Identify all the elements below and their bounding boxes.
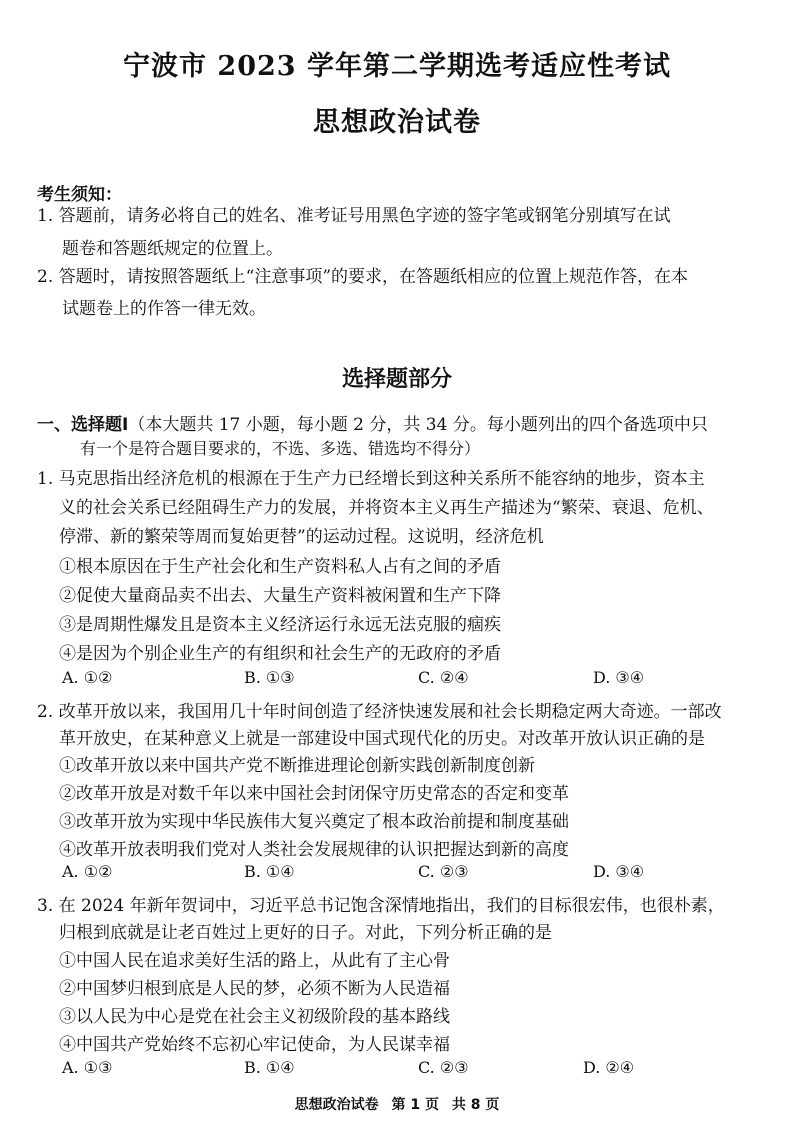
question-1-option-d: D. ③④ [593, 668, 645, 687]
section-title: 选择题部分 [341, 367, 452, 392]
page-footer [0, 1094, 794, 1114]
question-1-option-b: B. ①③ [244, 668, 295, 687]
exam-title: 宁波市 2023 学年第二学期选考适应性考试 [123, 51, 671, 82]
notice-heading: 考生须知： [37, 185, 122, 205]
notice-item-2-line2: 试题卷上的作答一律无效。 [62, 299, 266, 319]
notice-item-1-line2: 题卷和答题纸规定的位置上。 [62, 239, 283, 259]
question-2-stem-line1: 2. 改革开放以来，我国用几十年时间创造了经济快速发展和社会长期稳定两大奇迹。一部改 [37, 702, 722, 722]
question-1-option-c: C. ②④ [418, 668, 469, 687]
question-1-item-4: ④是因为个别企业生产的有组织和社会生产的无政府的矛盾 [59, 644, 501, 664]
question-3-item-1: ①中国人民在追求美好生活的路上，从此有了主心骨 [59, 951, 450, 971]
question-2-option-b: B. ①④ [244, 862, 295, 881]
part-description-line2: 有一个是符合题目要求的，不选、多选、错选均不得分） [80, 439, 481, 458]
footer-total-pages: 共 8 页 [451, 1097, 500, 1113]
question-1-stem-line2: 义的社会关系已经阻碍生产力的发展，并将资本主义再生产描述为“繁荣、衰退、危机、 [59, 498, 714, 518]
question-1-item-3: ③是周期性爆发且是资本主义经济运行永远无法克服的痼疾 [59, 615, 501, 635]
part-label: 一、选择题Ⅰ [37, 415, 129, 435]
question-1-stem-line3: 停滞、新的繁荣等周而复始更替”的运动过程。这说明，经济危机 [59, 527, 544, 547]
question-2-option-c: C. ②③ [418, 862, 469, 881]
question-3-item-3: ③以人民为中心是党在社会主义初级阶段的基本路线 [59, 1007, 450, 1027]
question-3-option-d: D. ②④ [583, 1058, 635, 1077]
question-1-stem-line1: 1. 马克思指出经济危机的根源在于生产力已经增长到这种关系所不能容纳的地步，资本主 [37, 469, 705, 489]
notice-item-1-line1: 1. 答题前，请务必将自己的姓名、准考证号用黑色字迹的签字笔或钢笔分别填写在试 [37, 206, 671, 226]
notice-item-2-line1: 2. 答题时，请按照答题纸上“注意事项”的要求，在答题纸相应的位置上规范作答，在本 [37, 267, 689, 287]
question-2-stem-line2: 革开放史，在某种意义上就是一部建设中国式现代化的历史。对改革开放认识正确的是 [59, 729, 705, 749]
part-heading [37, 410, 708, 435]
question-1-option-a: A. ①② [62, 668, 113, 687]
question-2-option-a: A. ①② [62, 862, 113, 881]
question-3-item-4: ④中国共产党始终不忘初心牢记使命，为人民谋幸福 [59, 1035, 450, 1055]
question-2-item-1: ①改革开放以来中国共产党不断推进理论创新实践创新制度创新 [59, 756, 535, 776]
question-2-option-d: D. ③④ [593, 862, 645, 881]
question-1-item-2: ②促使大量商品卖不出去、大量生产资料被闲置和生产下降 [59, 586, 501, 606]
question-2-item-3: ③改革开放为实现中华民族伟大复兴奠定了根本政治前提和制度基础 [59, 812, 569, 832]
question-3-option-b: B. ①④ [244, 1058, 295, 1077]
question-1-item-1: ①根本原因在于生产社会化和生产资料私人占有之间的矛盾 [59, 557, 501, 577]
question-2-item-4: ④改革开放表明我们党对人类社会发展规律的认识把握达到新的高度 [59, 840, 569, 860]
question-3-option-c: C. ②③ [418, 1058, 469, 1077]
footer-subject: 思想政治试卷 [294, 1097, 379, 1113]
question-3-stem-line2: 归根到底就是让老百姓过上更好的日子。对此，下列分析正确的是 [59, 923, 552, 943]
question-3-item-2: ②中国梦归根到底是人民的梦，必须不断为人民造福 [59, 979, 450, 999]
part-description-line1: （本大题共 17 小题，每小题 2 分，共 34 分。每小题列出的四个备选项中只 [128, 415, 708, 435]
exam-subtitle: 思想政治试卷 [313, 107, 481, 138]
question-3-stem-line1: 3. 在 2024 年新年贺词中，习近平总书记饱含深情地指出，我们的目标很宏伟，也很朴素， [37, 896, 725, 916]
question-2-item-2: ②改革开放是对数千年以来中国社会封闭保守历史常态的否定和变革 [59, 784, 569, 804]
footer-page-number: 第 1 页 [391, 1097, 439, 1113]
question-3-option-a: A. ①③ [62, 1058, 113, 1077]
